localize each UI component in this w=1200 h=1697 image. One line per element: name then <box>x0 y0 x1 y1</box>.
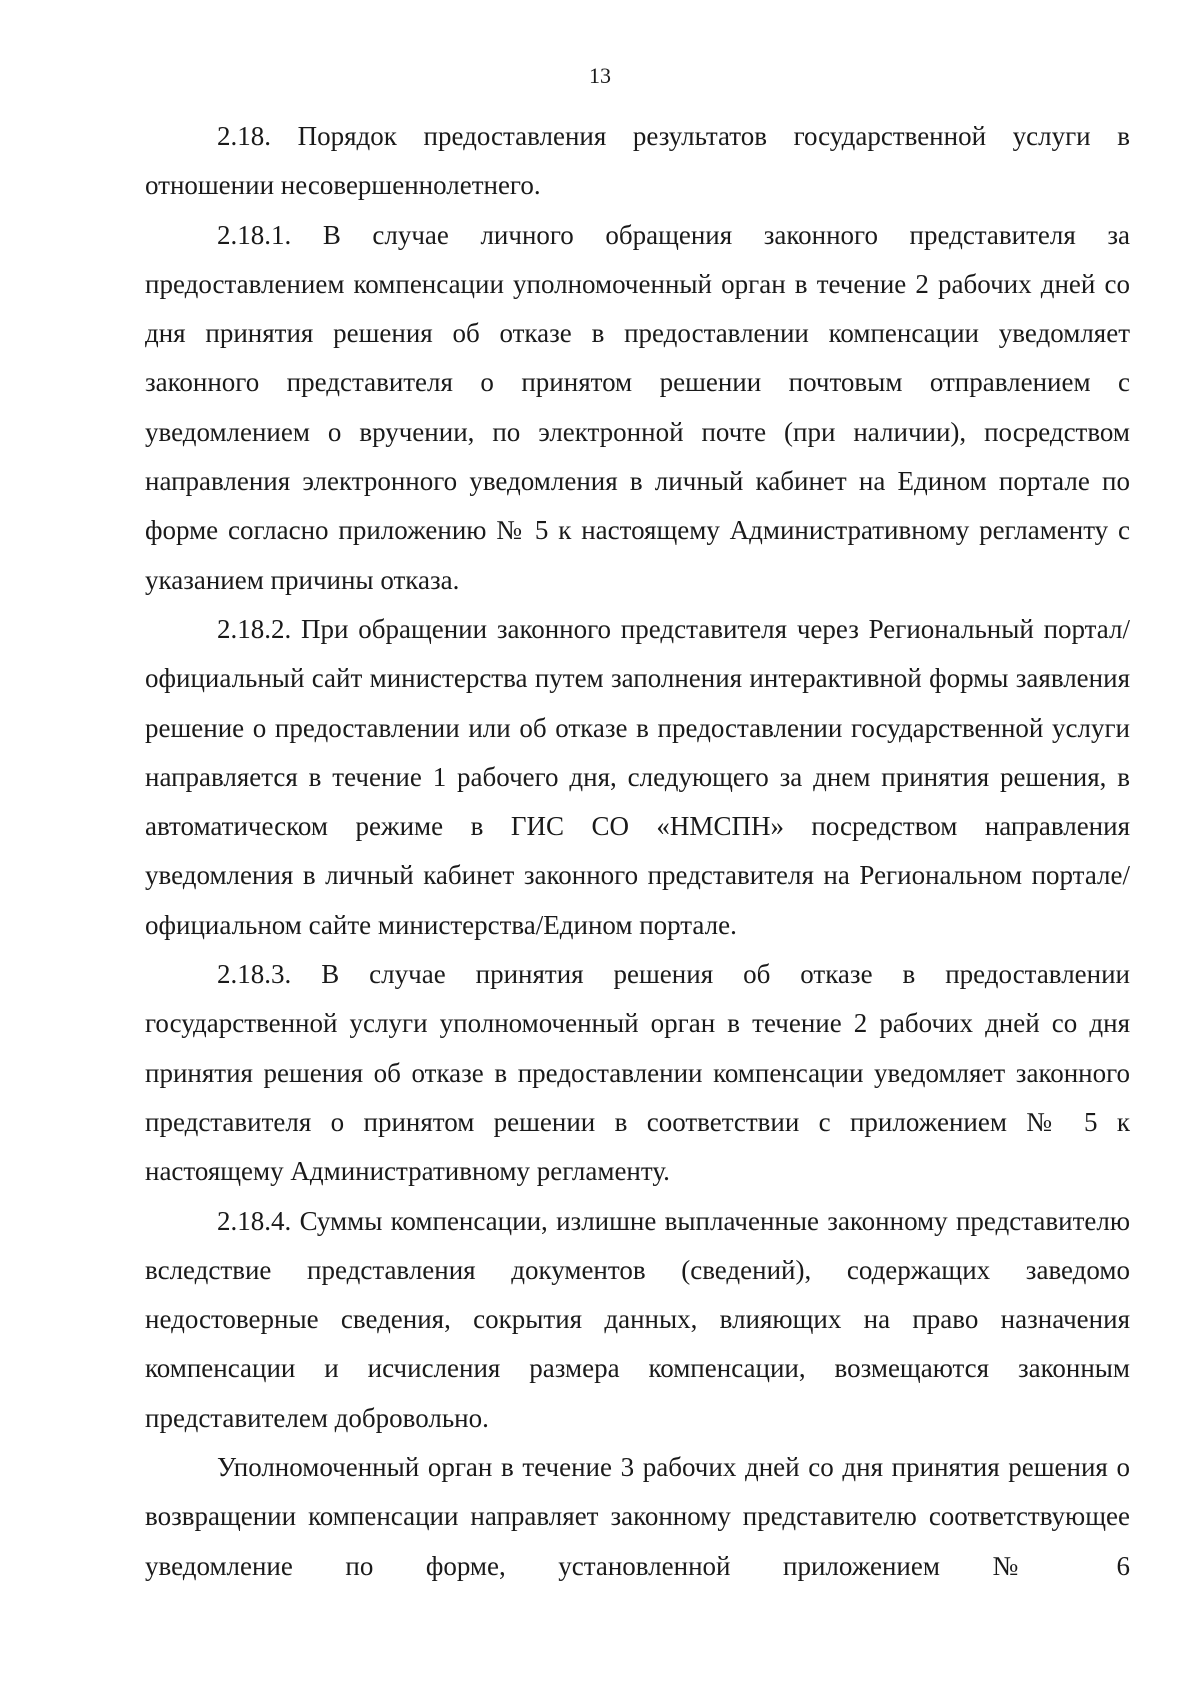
paragraph-refund-notice: Уполномоченный орган в течение 3 рабочих дней со дня принятия решения о возвращении компенсации направляет законному представителю соответствующее уведомление по форме, установленной приложением № 6 <box>145 1452 1130 1581</box>
paragraph-2-18-2: 2.18.2. При обращении законного представителя через Региональный портал/официальный сайт министерства путем заполнения интерактивной формы заявления решение о предоставлении или об отказе в предоставлении государственной услуги направляется в течение 1 рабочего дня, следующего за днем принятия решения, в автоматическом режиме в ГИС СО «НМСПН» посредством направления уведомления в личный кабинет законного представителя на Региональном портале/официальном сайте министерства/Едином портале. <box>145 613 1130 940</box>
page-number: 13 <box>589 63 611 88</box>
paragraph-2-18-3: 2.18.3. В случае принятия решения об отказе в предоставлении государственной услуги уполномоченный орган в течение 2 рабочих дней со дня принятия решения об отказе в предоставлении компенсации уведомляет законного представителя о принятом решении в соответствии с приложением № 5 к настоящему Административному регламенту. <box>145 959 1130 1187</box>
document-body <box>145 112 1130 1591</box>
paragraph-2-18-4: 2.18.4. Суммы компенсации, излишне выплаченные законному представителю вследствие представления документов (сведений), содержащих заведомо недостоверные сведения, сокрытия данных, влияющих на право назначения компенсации и исчисления размера компенсации, возмещаются законным представителем добровольно. <box>145 1205 1130 1433</box>
paragraph-2-18: 2.18. Порядок предоставления результатов государственной услуги в отношении несовершеннолетнего. <box>145 121 1130 201</box>
paragraph-2-18-1: 2.18.1. В случае личного обращения законного представителя за предоставлением компенсации уполномоченный орган в течение 2 рабочих дней со дня принятия решения об отказе в предоставлении компенсации уведомляет законного представителя о принятом решении почтовым отправлением с уведомлением о вручении, по электронной почте (при наличии), посредством направления электронного уведомления в личный кабинет на Едином портале по форме согласно приложению № 5 к настоящему Административному регламенту с указанием причины отказа. <box>145 219 1130 595</box>
